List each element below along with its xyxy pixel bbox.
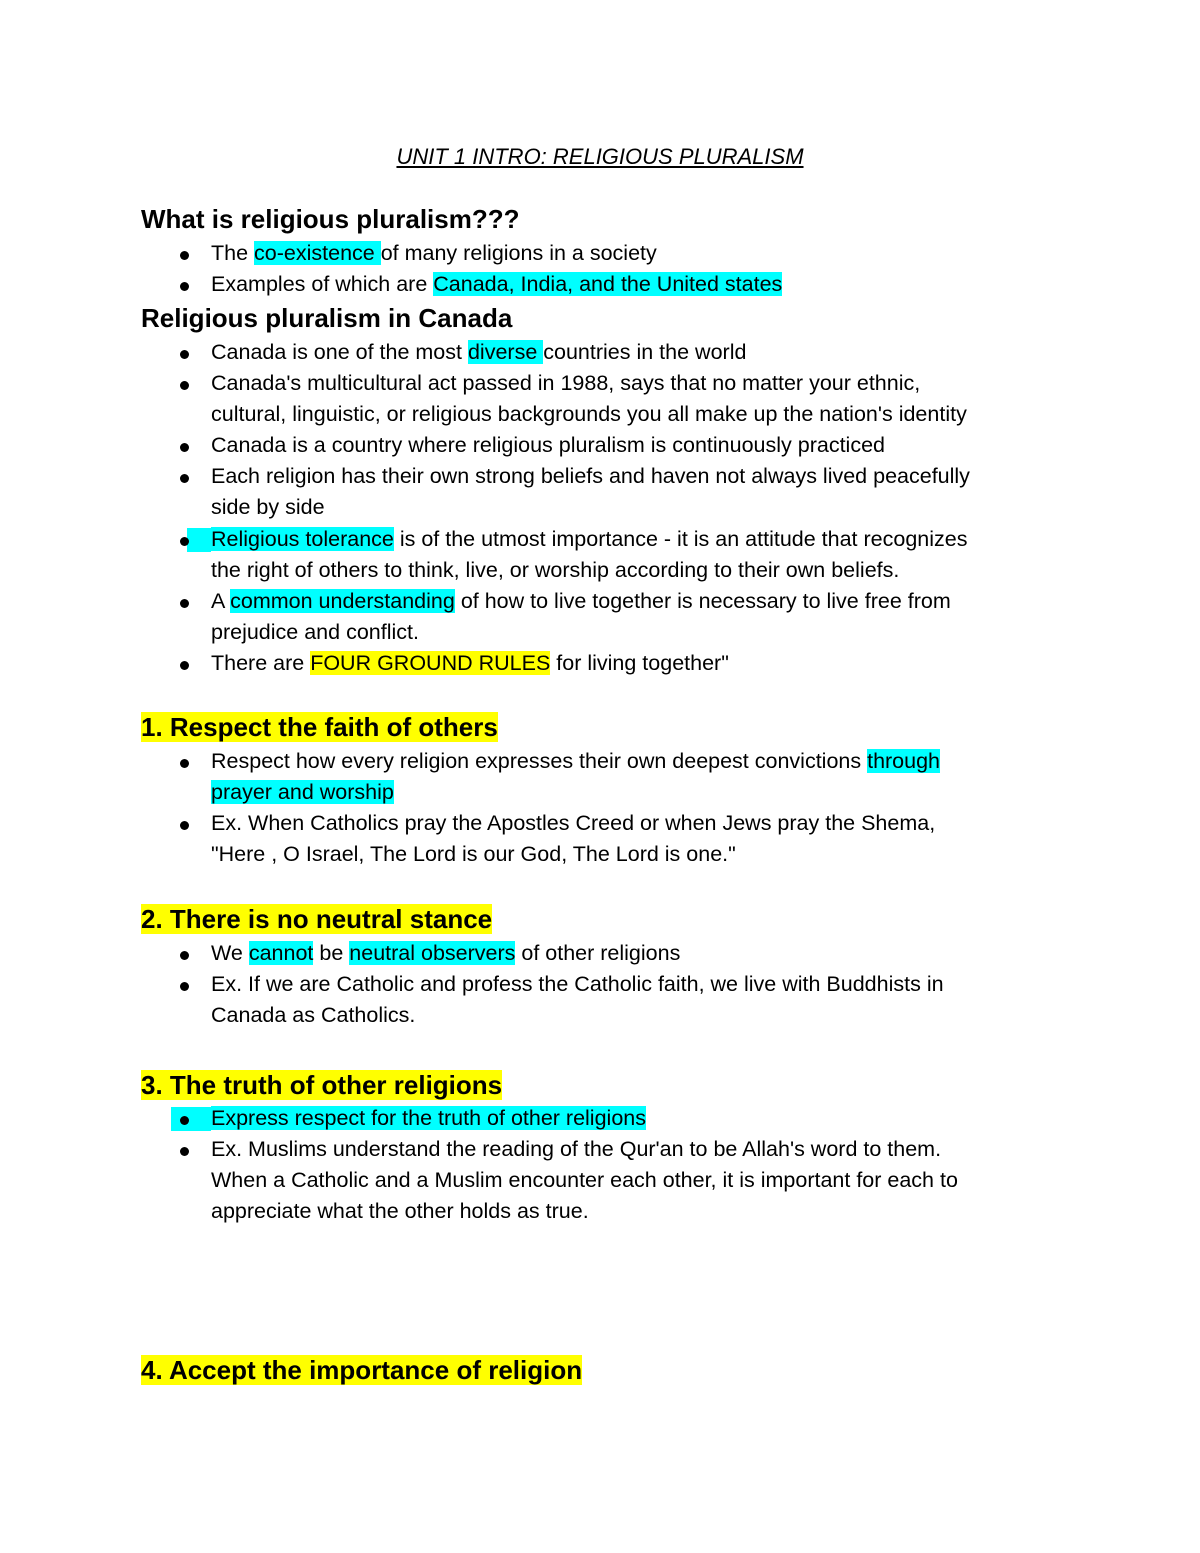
list-item: [141, 746, 1061, 808]
text: for living together": [550, 650, 729, 675]
text: be: [313, 941, 350, 965]
highlight: diverse: [467, 340, 544, 364]
text: appreciate what the other holds as true.: [211, 1199, 589, 1224]
heading-rule-2: [141, 903, 492, 935]
highlight: co-existence: [254, 241, 381, 265]
text: The: [211, 241, 255, 265]
text: prejudice and conflict.: [211, 619, 419, 644]
text: Respect how every religion expresses their own deepest convictions: [211, 749, 868, 773]
list-rule-3: [141, 1103, 1061, 1227]
list-rule-1: [141, 746, 1061, 870]
page-title: UNIT 1 INTRO: RELIGIOUS PLURALISM: [396, 144, 804, 169]
highlight: common understanding: [230, 588, 455, 613]
highlight: 4. Accept the importance of religion: [141, 1355, 583, 1385]
text: Examples of which are: [211, 272, 434, 297]
text: of other religions: [515, 941, 681, 965]
text: Canada is one of the most: [211, 340, 468, 364]
text: We: [211, 941, 249, 965]
list-rule-2: [141, 938, 1061, 1031]
text: of many religions in a society: [380, 241, 657, 265]
list-item: [141, 430, 1061, 461]
heading-rule-4: [141, 1354, 582, 1386]
text: "Here , O Israel, The Lord is our God, The Lord is one.": [211, 842, 736, 867]
heading-pluralism-canada: Religious pluralism in Canada: [141, 303, 513, 333]
highlight: prayer and worship: [211, 780, 394, 805]
highlight: cannot: [248, 941, 314, 965]
highlight: 1. Respect the faith of others: [141, 712, 498, 742]
list-item: [141, 1134, 1061, 1227]
text: Canada's multicultural act passed in 1988, says that no matter your ethnic,: [211, 371, 921, 396]
highlight: neutral observers: [349, 941, 516, 965]
list-item: [141, 524, 1061, 586]
text: A: [211, 588, 231, 613]
list-item: [141, 461, 1061, 523]
list-item: [141, 337, 1061, 368]
text: countries in the world: [543, 340, 747, 364]
list-item: [141, 368, 1061, 430]
text: of how to live together is necessary to live free from: [454, 588, 951, 613]
highlight: Canada, India, and the United states: [433, 272, 783, 297]
text: When a Catholic and a Muslim encounter each other, it is important for each to: [211, 1168, 958, 1193]
list-item: [141, 238, 1061, 269]
highlight: 3. The truth of other religions: [141, 1070, 503, 1100]
highlight: through: [867, 749, 941, 773]
text: is of the utmost importance - it is an attitude that recognizes: [393, 526, 968, 551]
heading-rule-3: [141, 1069, 502, 1101]
text: Canada as Catholics.: [211, 1003, 416, 1028]
list-item: [141, 586, 1061, 648]
text: Ex. If we are Catholic and profess the Catholic faith, we live with Buddhists in: [211, 972, 944, 997]
heading-rule-1: [141, 711, 498, 743]
list-item: [141, 969, 1061, 1031]
text: Each religion has their own strong beliefs and haven not always lived peacefully: [211, 464, 970, 489]
list-item: [141, 938, 1061, 969]
heading-what-is-pluralism: What is religious pluralism???: [141, 204, 520, 234]
text: side by side: [211, 495, 325, 520]
list-pluralism-canada: [141, 337, 1061, 679]
list-item: [141, 648, 1061, 679]
text: the right of others to think, live, or worship according to their own beliefs.: [211, 557, 900, 582]
list-item: [141, 1103, 1061, 1134]
highlight: FOUR GROUND RULES: [310, 650, 551, 675]
highlight: 2. There is no neutral stance: [141, 904, 493, 934]
list-item: [141, 269, 1061, 300]
highlight: Religious tolerance: [211, 526, 394, 551]
text: Ex. When Catholics pray the Apostles Creed or when Jews pray the Shema,: [211, 811, 936, 836]
text: There are: [211, 650, 311, 675]
text: Canada is a country where religious pluralism is continuously practiced: [211, 433, 885, 458]
text: Ex. Muslims understand the reading of the Qur'an to be Allah's word to them.: [211, 1137, 942, 1162]
highlight: Express respect for the truth of other religions: [211, 1106, 646, 1130]
list-what-is-pluralism: [141, 238, 1061, 300]
list-item: [141, 808, 1061, 870]
text: cultural, linguistic, or religious backgrounds you all make up the nation's identity: [211, 402, 967, 427]
